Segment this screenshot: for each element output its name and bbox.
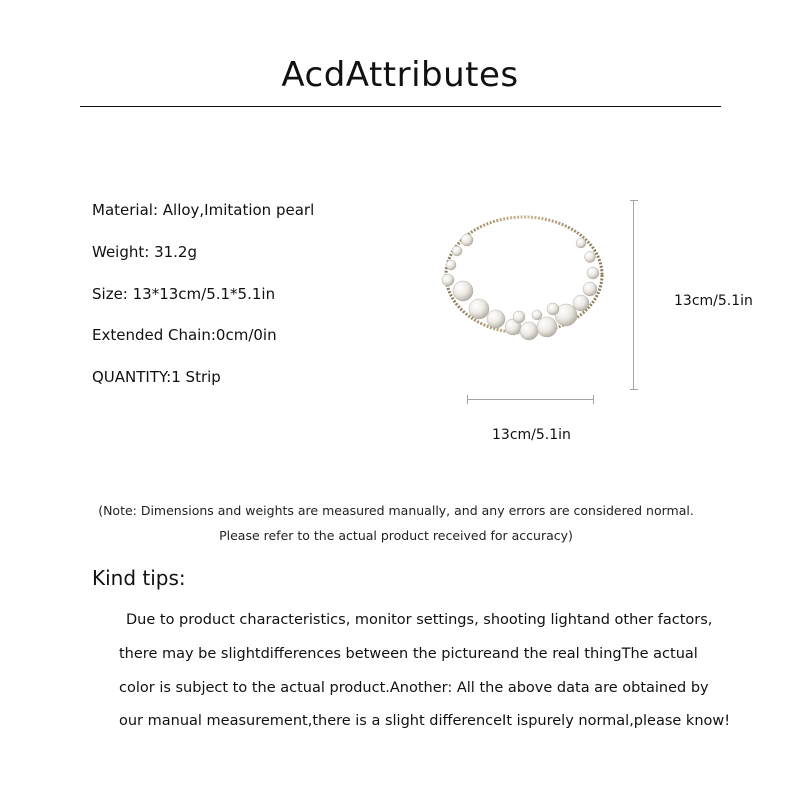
measurement-note-line-1: (Note: Dimensions and weights are measured manually, and any errors are considered normal. xyxy=(98,503,694,518)
kind-tips-line-1: Due to product characteristics, monitor settings, shooting lightand other factors, xyxy=(126,612,713,628)
kind-tips-heading: Kind tips: xyxy=(92,566,186,590)
kind-tips-line-2: there may be slightdifferences between the pictureand the real thingThe actual xyxy=(119,646,698,662)
page-title: AcdAttributes xyxy=(281,55,519,95)
kind-tips-line-4: our manual measurement,there is a slight differenceIt ispurely normal,please know! xyxy=(119,713,731,729)
pearl-bracelet-image xyxy=(435,205,610,355)
height-dimension-label: 13cm/5.1in xyxy=(674,293,753,309)
attribute-size: Size: 13*13cm/5.1*5.1in xyxy=(92,285,276,303)
attribute-material: Material: Alloy,Imitation pearl xyxy=(92,201,315,219)
width-dimension-line xyxy=(467,399,594,400)
height-dimension-line xyxy=(633,200,634,390)
kind-tips-line-3: color is subject to the actual product.Another: All the above data are obtained by xyxy=(119,680,709,696)
width-dimension-label: 13cm/5.1in xyxy=(492,427,571,443)
attribute-extended-chain: Extended Chain:0cm/0in xyxy=(92,326,277,344)
attribute-quantity: QUANTITY:1 Strip xyxy=(92,368,221,386)
measurement-note-line-2: Please refer to the actual product received for accuracy) xyxy=(219,528,573,543)
attribute-weight: Weight: 31.2g xyxy=(92,243,197,261)
title-divider xyxy=(80,106,721,107)
